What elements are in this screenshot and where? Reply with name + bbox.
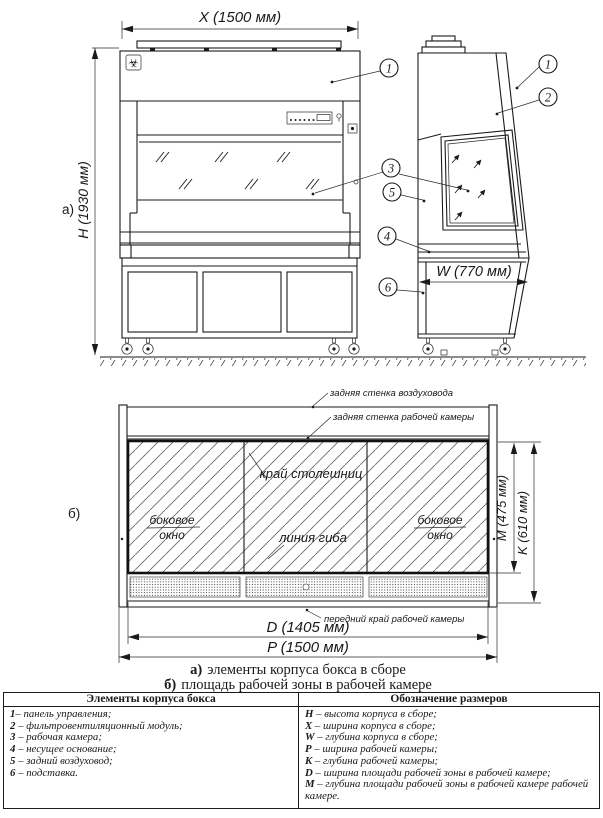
- item-key: P: [305, 743, 312, 756]
- biohazard-sign: [126, 55, 141, 70]
- item-key: D: [305, 766, 313, 779]
- item-key: H: [305, 708, 314, 720]
- item-text: – глубина рабочей камеры;: [312, 754, 439, 767]
- item-text: – фильтровентиляционный модуль;: [15, 719, 183, 732]
- caption-a-text: элементы корпуса бокса в сборе: [207, 662, 406, 678]
- legend-right-header: Обозначение размеров: [299, 693, 600, 707]
- dim-h-label: H (1930 мм): [75, 161, 91, 239]
- item-text: – задний воздуховод;: [15, 754, 113, 767]
- svg-text:4: 4: [383, 229, 391, 244]
- item-key: W: [305, 731, 315, 744]
- item-text: – ширина рабочей камеры;: [311, 743, 438, 756]
- item-key: 3: [10, 731, 16, 744]
- bend-line-label: линия гиба: [279, 530, 347, 545]
- legend-table: [3, 692, 600, 809]
- item-text: – ширина площади рабочей зоны в рабочей камере;: [312, 766, 551, 779]
- svg-text:6: 6: [384, 280, 392, 295]
- side-window-left-label2: окно: [159, 528, 185, 542]
- side-window-left-label: боковое: [149, 513, 195, 527]
- item-key: 5: [10, 754, 16, 767]
- rear-chamber-wall-label: задняя стенка рабочей камеры: [333, 412, 475, 423]
- cabinet-front-outline: [120, 41, 360, 245]
- rear-duct-wall-label: задняя стенка воздуховода: [330, 388, 454, 399]
- front-view: [62, 9, 360, 355]
- item-key: 2: [10, 719, 16, 732]
- dim-m-label: M (475 мм): [494, 474, 509, 542]
- legend-left-header: Элементы корпуса бокса: [4, 693, 299, 707]
- dim-w-label: W (770 мм): [436, 264, 512, 280]
- legend-left-cell: [4, 707, 299, 809]
- item-text: – высота корпуса в сборе;: [313, 708, 437, 720]
- svg-text:1: 1: [544, 57, 552, 72]
- grille-strip: [369, 577, 487, 597]
- legend-body-row: [4, 707, 600, 809]
- side-window-right-label: боковое: [417, 513, 463, 527]
- item-text: – ширина корпуса в сборе;: [312, 719, 436, 732]
- dim-x-label: X (1500 мм): [198, 9, 282, 26]
- dim-k-label: K (610 мм): [515, 490, 530, 556]
- exhaust-stub: [422, 36, 465, 53]
- svg-text:5: 5: [388, 185, 396, 200]
- caption-b-prefix: б): [164, 677, 177, 692]
- side-body-outline: [418, 53, 529, 258]
- legend-header-row: [4, 693, 600, 707]
- ground-line: [100, 357, 586, 366]
- view-a-label: а): [62, 202, 75, 217]
- item-text: – несущее основание;: [15, 743, 117, 756]
- caption-b: [164, 677, 432, 692]
- work-zone-hatched-area: [128, 441, 488, 573]
- item-key: 4: [10, 743, 16, 756]
- plan-left-post: [119, 405, 127, 607]
- item-key: X: [305, 719, 313, 732]
- item-key: 6: [10, 766, 16, 779]
- dimension-x: [122, 9, 358, 39]
- stand-front: [120, 245, 360, 338]
- side-window-right-label2: окно: [427, 528, 453, 542]
- item-text: – глубина площади рабочей зоны в рабочей камере рабочей камере.: [305, 778, 591, 802]
- grille-strip: [130, 577, 240, 597]
- item-key: K: [305, 754, 313, 767]
- caption-a: [190, 662, 406, 678]
- biohazard-icon: ☣: [128, 56, 139, 70]
- svg-text:3: 3: [387, 161, 395, 176]
- item-text: – панель управления;: [15, 708, 112, 720]
- tabletop-edge-label: край столешниц: [259, 466, 363, 481]
- item-text: – подставка.: [15, 766, 79, 779]
- view-b-label: б): [68, 506, 81, 521]
- dim-d-label: D (1405 мм): [266, 619, 350, 636]
- legend-item: [10, 768, 292, 780]
- casters-front: [122, 338, 359, 354]
- legend-item: [305, 779, 593, 802]
- item-text: – глубина корпуса в сборе;: [314, 731, 438, 744]
- item-text: – рабочая камера;: [15, 731, 102, 744]
- caption-b-text: площадь рабочей зоны в рабочей камере: [181, 677, 432, 692]
- side-view: [418, 36, 529, 355]
- dim-p-label: P (1500 мм): [267, 639, 349, 656]
- item-key: 1: [10, 708, 16, 720]
- legend-right-cell: [299, 707, 600, 809]
- plan-view: [68, 388, 541, 663]
- casters-side: [423, 338, 510, 355]
- front-edge-label: передний край рабочей камеры: [324, 614, 465, 625]
- dimension-h: [75, 48, 119, 355]
- item-key: M: [305, 778, 315, 791]
- svg-text:2: 2: [544, 90, 552, 105]
- svg-text:1: 1: [385, 61, 393, 76]
- caption-a-prefix: а): [190, 662, 203, 678]
- callout-1-side: [516, 55, 557, 89]
- dimension-w: [419, 264, 528, 285]
